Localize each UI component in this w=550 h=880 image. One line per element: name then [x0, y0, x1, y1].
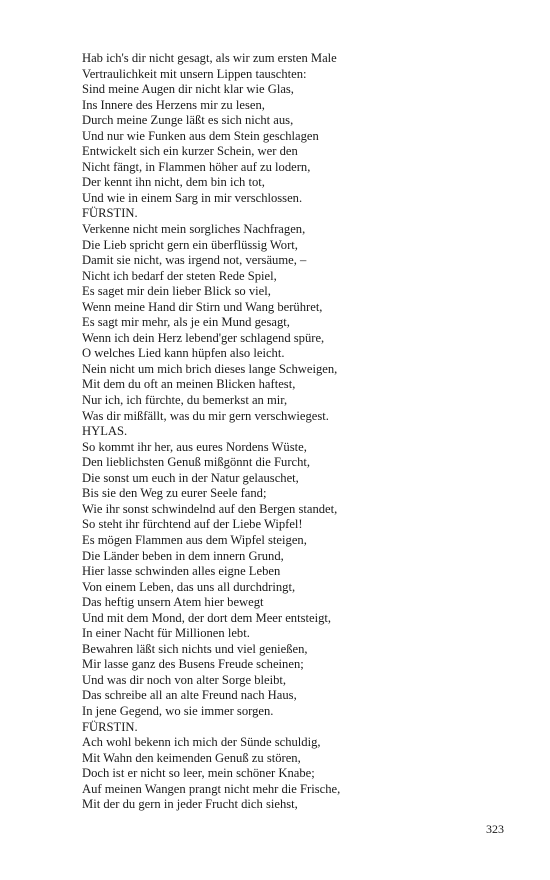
text-line: Ach wohl bekenn ich mich der Sünde schuldig, [82, 735, 321, 750]
text-line: Bis sie den Weg zu eurer Seele fand; [82, 486, 267, 501]
text-line: Wenn meine Hand dir Stirn und Wang berühret, [82, 299, 323, 314]
text-line: Die sonst um euch in der Natur gelauschet, [82, 470, 299, 485]
text-line: FÜRSTIN. [82, 719, 138, 734]
text-line: Es sagt mir mehr, als je ein Mund gesagt, [82, 315, 290, 330]
text-line: Mit der du gern in jeder Frucht dich siehst, [82, 797, 298, 812]
text-line: Hab ich's dir nicht gesagt, als wir zum ersten Male [82, 51, 337, 65]
text-line: So steht ihr fürchtend auf der Liebe Wipfel! [82, 517, 303, 532]
text-line: Durch meine Zunge läßt es sich nicht aus, [82, 113, 294, 128]
text-line: Nicht fängt, in Flammen höher auf zu lodern, [82, 159, 311, 174]
page-number: 323 [486, 822, 504, 836]
text-line: Ins Innere des Herzens mir zu lesen, [82, 97, 265, 112]
text-line: Wie ihr sonst schwindelnd auf den Bergen standet, [82, 501, 338, 516]
text-line: Und wie in einem Sarg in mir verschlossen. [82, 190, 303, 205]
text-line: Nicht ich bedarf der steten Rede Spiel, [82, 268, 277, 283]
text-line: Von einem Leben, das uns all durchdringt, [82, 579, 296, 594]
text-line: Mir lasse ganz des Busens Freude scheinen; [82, 657, 304, 672]
text-line: HYLAS. [82, 424, 128, 439]
text-line: Wenn ich dein Herz lebend'ger schlagend spüre, [82, 330, 325, 345]
text-line: Mit Wahn den keimenden Genuß zu stören, [82, 750, 301, 765]
text-line: Der kennt ihn nicht, dem bin ich tot, [82, 175, 265, 190]
poem-text-block [82, 51, 502, 813]
text-line: Es saget mir dein lieber Blick so viel, [82, 284, 271, 299]
text-line: Das schreibe all an alte Freund nach Haus, [82, 688, 297, 703]
text-line: Verkenne nicht mein sorgliches Nachfragen, [82, 222, 306, 237]
text-line: Mit dem du oft an meinen Blicken haftest, [82, 377, 296, 392]
text-line: Bewahren läßt sich nichts und viel genießen, [82, 641, 308, 656]
text-line: Hier lasse schwinden alles eigne Leben [82, 564, 281, 579]
text-line: Entwickelt sich ein kurzer Schein, wer den [82, 144, 298, 159]
text-line: In einer Nacht für Millionen lebt. [82, 626, 250, 641]
text-line: Damit sie nicht, was irgend not, versäume, – [82, 253, 307, 268]
text-line: O welches Lied kann hüpfen also leicht. [82, 346, 285, 361]
text-line: Den lieblichsten Genuß mißgönnt die Furcht, [82, 455, 311, 470]
text-line: Sind meine Augen dir nicht klar wie Glas, [82, 82, 294, 97]
text-line: Die Länder beben in dem innern Grund, [82, 548, 284, 563]
text-line: FÜRSTIN. [82, 206, 138, 221]
text-line: Das heftig unsern Atem hier bewegt [82, 595, 264, 610]
text-line: Nur ich, ich fürchte, du bemerkst an mir, [82, 393, 288, 408]
text-line: Auf meinen Wangen prangt nicht mehr die Frische, [82, 781, 341, 796]
text-line: In jene Gegend, wo sie immer sorgen. [82, 703, 274, 718]
text-line: Es mögen Flammen aus dem Wipfel steigen, [82, 532, 307, 547]
text-line: Nein nicht um mich brich dieses lange Schweigen, [82, 361, 338, 376]
text-line: Und was dir noch von alter Sorge bleibt, [82, 672, 287, 687]
text-line: Was dir mißfällt, was du mir gern verschwiegest. [82, 408, 329, 423]
text-line: Die Lieb spricht gern ein überflüssig Wort, [82, 237, 298, 252]
text-line: Und nur wie Funken aus dem Stein geschlagen [82, 128, 319, 143]
text-line: So kommt ihr her, aus eures Nordens Wüste, [82, 439, 307, 454]
text-line: Doch ist er nicht so leer, mein schöner Knabe; [82, 766, 315, 781]
text-line: Vertraulichkeit mit unsern Lippen tauschten: [82, 66, 307, 81]
text-line: Und mit dem Mond, der dort dem Meer entsteigt, [82, 610, 332, 625]
